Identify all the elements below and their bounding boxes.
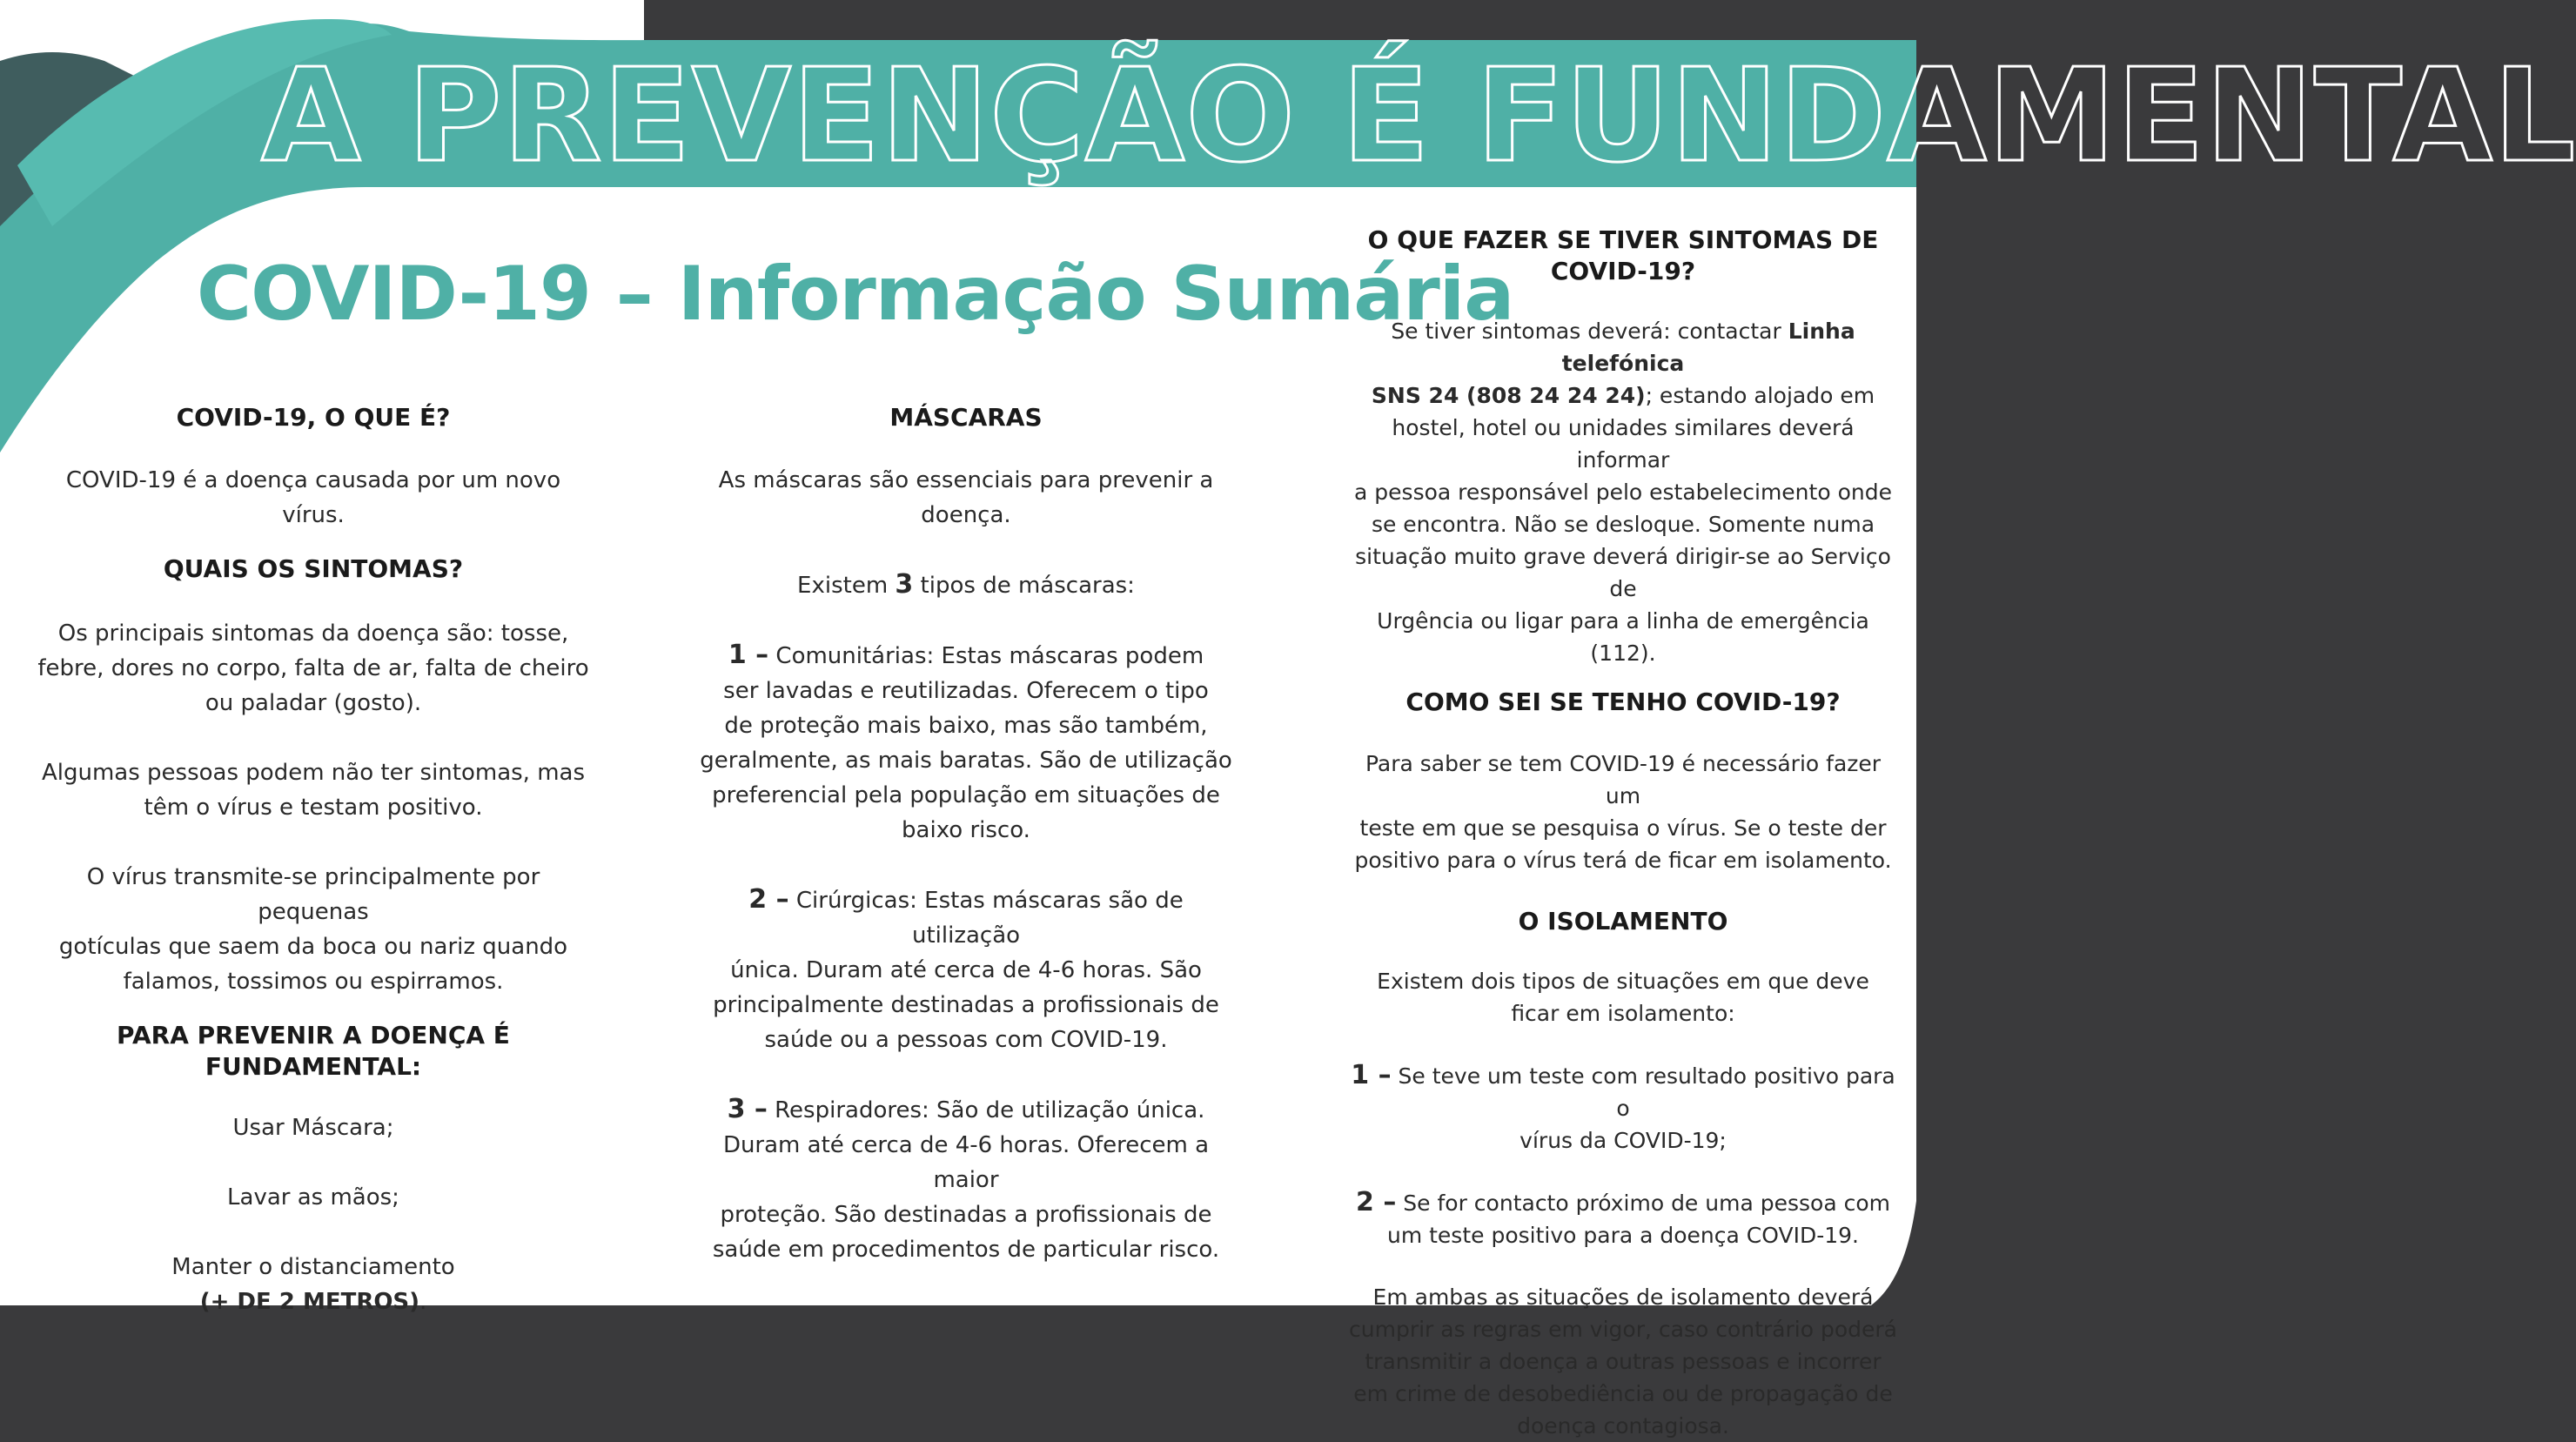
mask-type-3-line-2: Duram até cerca de 4-6 horas. Oferecem a maior [722,1132,1210,1193]
heading-prevention: PARA PREVENIR A DOENÇA É FUNDAMENTAL: [117,1021,510,1081]
distance-meters-bold: (+ DE 2 METROS) [199,1289,420,1315]
isolation-rules-2: cumprir as regras em vigor, caso contrário poderá [1349,1317,1897,1342]
mask-type-3-text: Respiradores: São de utilização única. [767,1097,1205,1123]
action-line-1-text: Se tiver sintomas deverá: contactar [1391,319,1788,344]
heading-masks: MÁSCARAS [889,403,1043,432]
mask-types-pre: Existem [797,573,896,599]
mask-type-1-line-3: de proteção mais baixo, mas são também, [724,713,1208,739]
isolation-case-1-text: Se teve um teste com resultado positivo para o [1391,1063,1895,1121]
right-column [1349,225,1897,1442]
isolation-intro-2: ficar em isolamento: [1511,1001,1735,1026]
text-transmission-3: falamos, tossimos ou espirramos. [123,969,504,995]
action-line-6: situação muito grave deverá dirigir-se ao Serviço de [1355,544,1891,601]
isolation-rules-5: doença contagiosa. [1517,1413,1729,1439]
text-masks-1: As máscaras são essenciais para prevenir a [718,467,1214,493]
heading-how-to-know: COMO SEI SE TENHO COVID-19? [1405,687,1841,716]
text-symptoms-3: ou paladar (gosto). [205,690,422,716]
mask-type-2-text: Cirúrgicas: Estas máscaras são de utilização [788,888,1184,949]
mask-type-1-number: 1 – [728,640,769,670]
isolation-case-2-line-1 [1349,1186,1897,1219]
text-mask-types [696,567,1236,603]
mask-type-2-line-1 [696,882,1236,953]
mask-types-count: 3 [895,569,914,600]
isolation-case-1-line-1 [1349,1059,1897,1124]
mask-type-2-number: 2 – [748,884,789,915]
heading-symptoms: QUAIS OS SINTOMAS? [163,554,464,583]
isolation-case-2-text: Se for contacto próximo de uma pessoa com [1396,1190,1890,1216]
test-line-3: positivo para o vírus terá de ficar em isolamento. [1354,848,1892,873]
text-symptoms-1: Os principais sintomas da doença são: tosse, [57,620,569,647]
banner-title: A PREVENÇÃO É FUNDAMENTAL [261,41,2576,191]
mask-type-1-line-2: ser lavadas e reutilizadas. Oferecem o tipo [723,678,1209,704]
isolation-intro-1: Existem dois tipos de situações em que deve [1377,969,1869,994]
heading-what-is: COVID-19, O QUE É? [176,403,451,432]
mask-type-1-text: Comunitárias: Estas máscaras podem [768,643,1204,669]
test-line-1: Para saber se tem COVID-19 é necessário fazer um [1365,751,1882,808]
action-line-4: a pessoa responsável pelo estabelecimento onde [1354,480,1892,505]
heading-symptoms-action-1: O QUE FAZER SE TIVER SINTOMAS DE [1367,225,1879,254]
top-frame [644,0,1916,40]
mask-type-3-line-1 [696,1092,1236,1128]
isolation-case-2-line-2: um teste positivo para a doença COVID-19. [1386,1223,1859,1248]
mask-type-2-line-3: principalmente destinadas a profissionais de [713,992,1219,1018]
text-asymptomatic-1: Algumas pessoas podem não ter sintomas, mas [41,760,586,786]
action-line-3: hostel, hotel ou unidades similares deverá informar [1392,415,1855,473]
mask-type-1-line-6: baixo risco. [902,817,1030,843]
text-asymptomatic-2: têm o vírus e testam positivo. [144,795,483,821]
prevention-item-distance: Manter o distanciamento [171,1254,455,1280]
mask-type-3-line-4: saúde em procedimentos de particular risco. [712,1237,1220,1263]
middle-column [696,402,1236,1267]
isolation-case-2-number: 2 – [1356,1187,1397,1217]
action-line-2-text: ; estando alojado em [1645,383,1875,408]
isolation-rules-1: Em ambas as situações de isolamento deverá [1372,1284,1874,1310]
text-symptoms-2: febre, dores no corpo, falta de ar, falta de cheiro [37,655,589,681]
page-title: COVID-19 – Informação Sumária [197,251,1514,338]
left-column [35,402,592,1319]
mask-type-1-line-1 [696,638,1236,674]
mask-types-post: tipos de máscaras: [913,573,1135,599]
isolation-rules-4: em crime de desobediência ou de propagação de [1353,1381,1893,1406]
mask-type-2-line-2: única. Duram até cerca de 4-6 horas. São [730,957,1202,983]
text-what-is: COVID-19 é a doença causada por um novo vírus. [65,467,561,528]
text-transmission-2: gotículas que saem da boca ou nariz quando [58,934,568,960]
phone-line-label: Linha telefónica [1561,319,1855,376]
heading-isolation: O ISOLAMENTO [1518,907,1728,936]
isolation-case-1-line-2: vírus da COVID-19; [1519,1128,1727,1153]
mask-type-3-number: 3 – [727,1094,768,1124]
sns24-phone-number: SNS 24 (808 24 24 24) [1371,383,1646,408]
action-line-2 [1349,379,1897,412]
prevention-item-mask: Usar Máscara; [232,1115,394,1141]
action-line-1 [1349,315,1897,379]
distance-period: . [419,1289,427,1315]
action-line-5: se encontra. Não se desloque. Somente numa [1371,512,1875,537]
action-line-7: Urgência ou ligar para a linha de emergência (112). [1377,608,1869,666]
text-transmission-1: O vírus transmite-se principalmente por pequenas [86,864,540,925]
prevention-item-hands: Lavar as mãos; [227,1184,399,1211]
heading-symptoms-action-2: COVID-19? [1550,257,1696,285]
isolation-rules-3: transmitir a doença a outras pessoas e incorrer [1365,1349,1882,1374]
test-line-2: teste em que se pesquisa o vírus. Se o teste der [1359,815,1887,841]
mask-type-1-line-5: preferencial pela população em situações de [712,782,1220,808]
isolation-case-1-number: 1 – [1351,1060,1392,1090]
mask-type-1-line-4: geralmente, as mais baratas. São de utilização [700,748,1232,774]
prevention-item-distance-meters [35,1284,592,1319]
text-masks-2: doença. [921,502,1011,528]
mask-type-2-line-4: saúde ou a pessoas com COVID-19. [764,1027,1168,1053]
mask-type-3-line-3: proteção. São destinadas a profissionais de [720,1202,1212,1228]
